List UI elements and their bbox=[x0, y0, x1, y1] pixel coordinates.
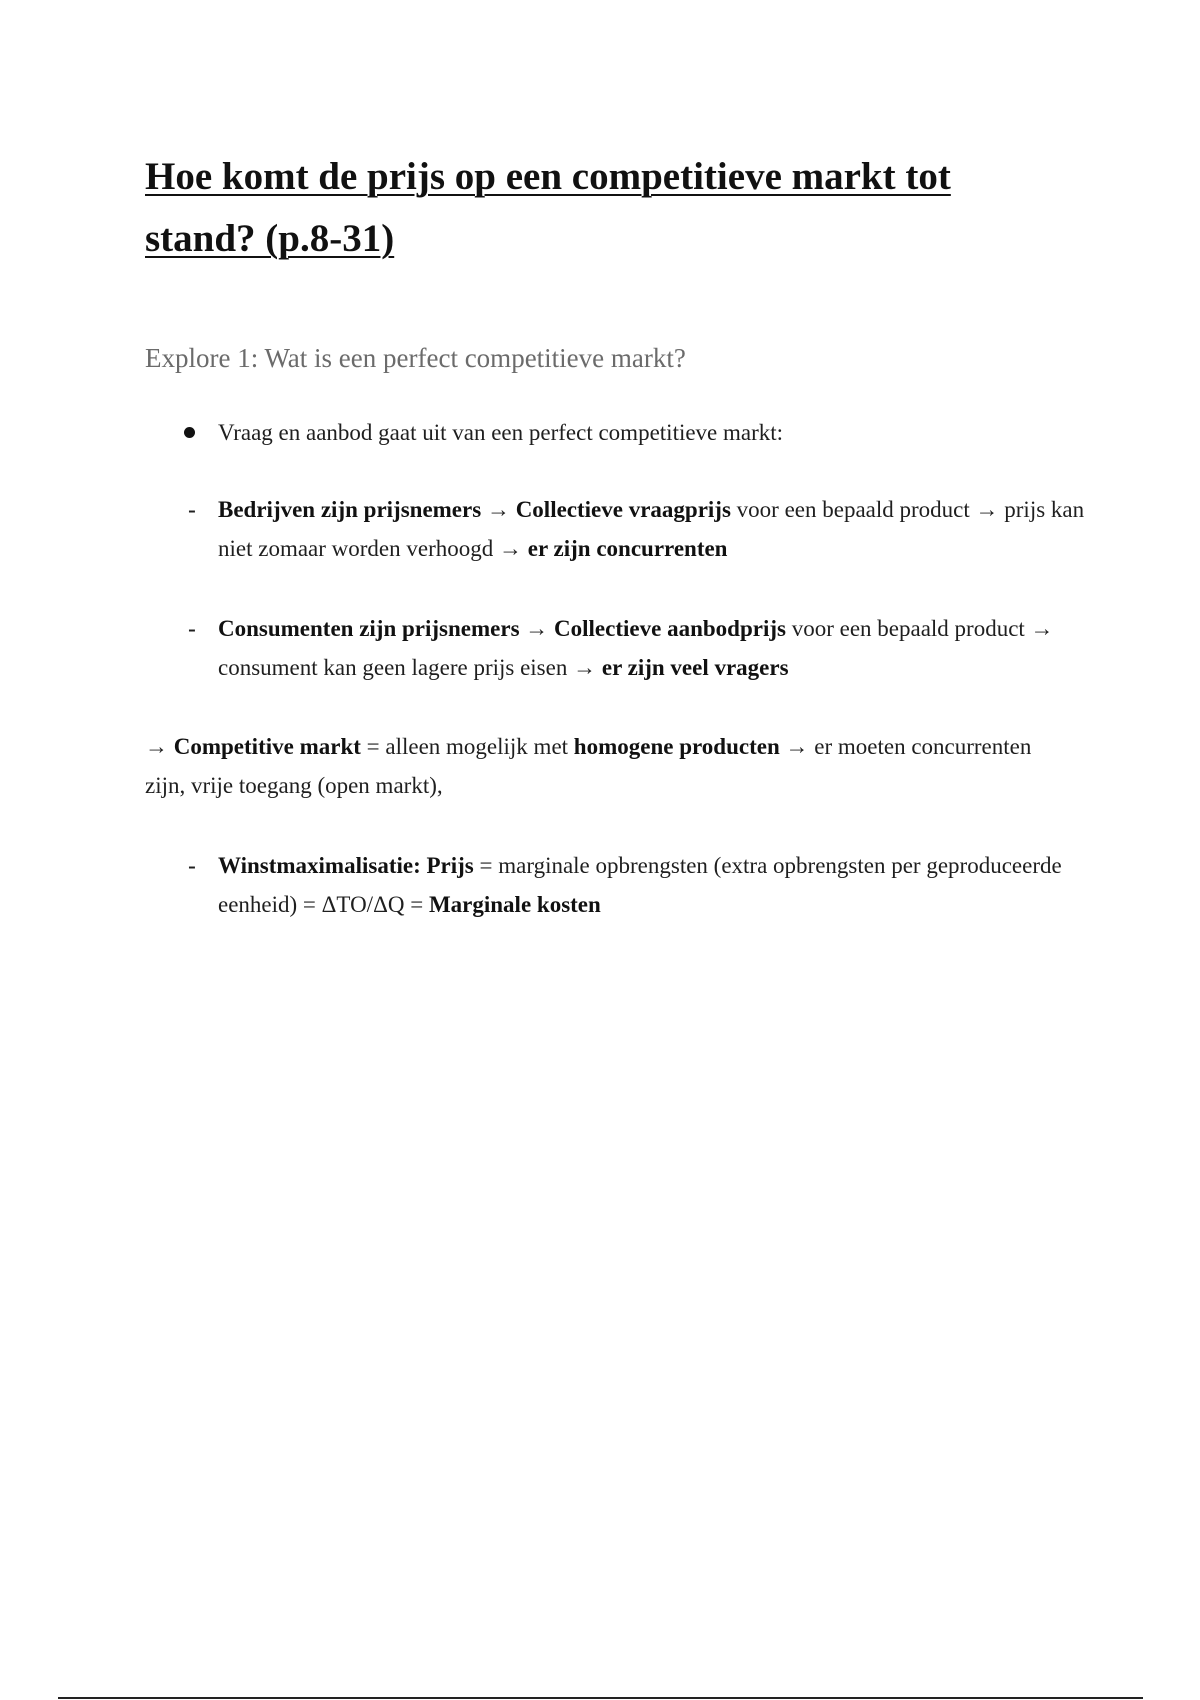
dash-item-winstmaximalisatie bbox=[188, 846, 1098, 924]
paragraph-competitive-markt bbox=[145, 727, 1045, 805]
section-heading: Explore 1: Wat is een perfect competitieve markt? bbox=[145, 343, 686, 373]
emphasis-text: er zijn concurrenten bbox=[527, 536, 728, 561]
body-text: = marginale opbrengsten (extra opbrengsten per geproduceerde eenheid) = ΔTO/ΔQ = bbox=[218, 853, 1062, 917]
emphasis-text: Winstmaximalisatie: Prijs bbox=[218, 853, 474, 878]
dash-marker: - bbox=[188, 853, 196, 878]
emphasis-text: Marginale kosten bbox=[428, 892, 601, 917]
dash-marker: - bbox=[188, 497, 196, 522]
bullet-text: Vraag en aanbod gaat uit van een perfect competitieve markt: bbox=[218, 420, 784, 445]
emphasis-text: Competitive markt bbox=[173, 734, 361, 759]
body-text: → bbox=[519, 616, 555, 641]
body-text: voor een bepaald product → prijs kan niet zomaar worden verhoogd → bbox=[218, 497, 1085, 561]
emphasis-text: Collectieve aanbodprijs bbox=[554, 616, 786, 641]
body-text: → er moeten concurrenten zijn, vrije toegang (open markt), bbox=[145, 734, 1032, 798]
emphasis-text: Bedrijven zijn prijsnemers bbox=[218, 497, 482, 522]
emphasis-text: er zijn veel vragers bbox=[601, 655, 789, 680]
page-bottom-rule bbox=[58, 1697, 1143, 1699]
bullet-item bbox=[218, 413, 1098, 452]
bullet-dot-icon bbox=[184, 427, 195, 438]
body-text: = alleen mogelijk met bbox=[360, 734, 574, 759]
emphasis-text: homogene producten bbox=[573, 734, 780, 759]
body-text: voor een bepaald product → consument kan geen lagere prijs eisen → bbox=[218, 616, 1054, 680]
dash-item-bedrijven bbox=[188, 490, 1098, 568]
emphasis-text: Collectieve vraagprijs bbox=[515, 497, 731, 522]
page-title: Hoe komt de prijs op een competitieve markt tot stand? (p.8-31) bbox=[145, 155, 951, 260]
body-text: → bbox=[145, 734, 174, 759]
emphasis-text: Consumenten zijn prijsnemers bbox=[218, 616, 520, 641]
body-text: → bbox=[481, 497, 516, 522]
dash-marker: - bbox=[188, 616, 196, 641]
dash-item-consumenten bbox=[188, 609, 1098, 687]
